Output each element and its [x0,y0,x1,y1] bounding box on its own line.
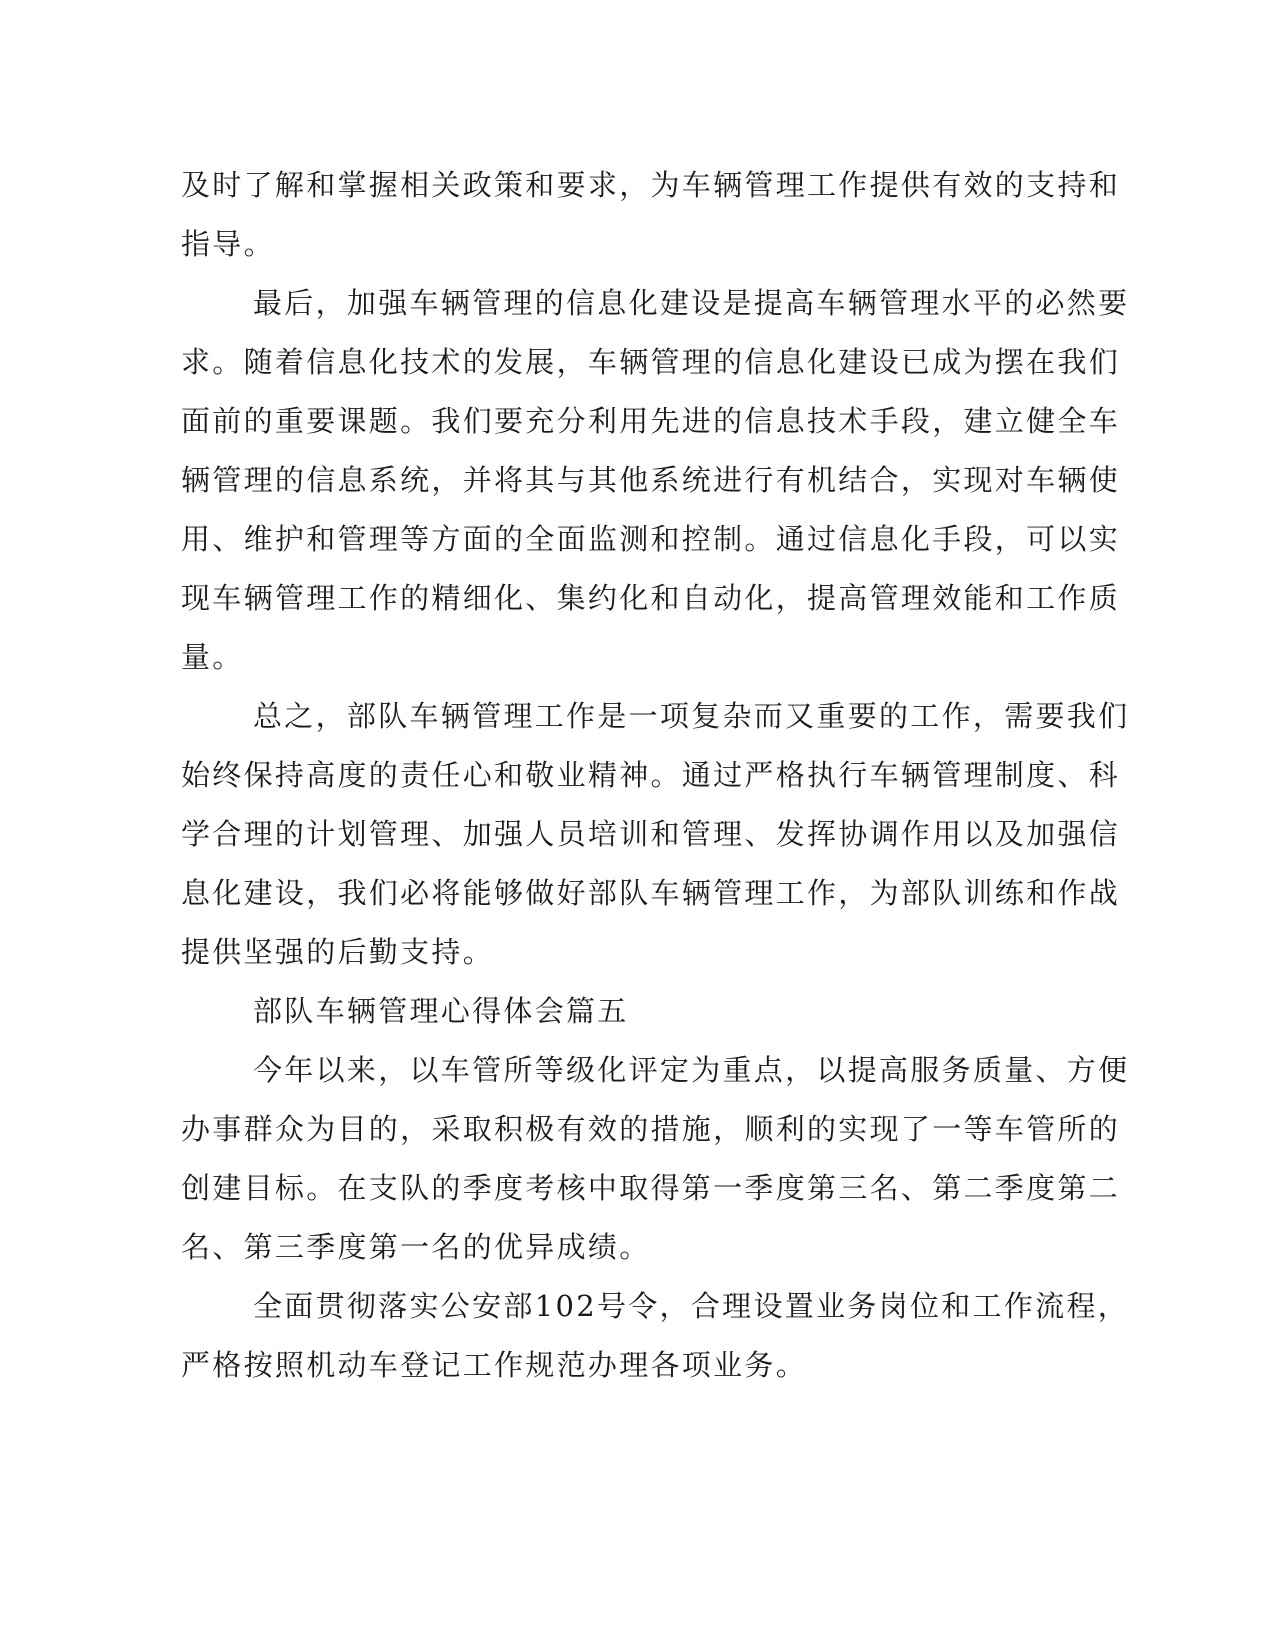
text-line: 严格按照机动车登记工作规范办理各项业务。 [181,1348,808,1382]
text-line: 量。 [181,640,244,674]
text-line: 用、维护和管理等方面的全面监测和控制。通过信息化手段，可以实 [181,522,1121,556]
text-line: 现车辆管理工作的精细化、集约化和自动化，提高管理效能和工作质 [181,581,1121,615]
text-line: 求。随着信息化技术的发展，车辆管理的信息化建设已成为摆在我们 [181,345,1121,379]
section-heading: 部队车辆管理心得体会篇五 [253,994,629,1028]
text-line: 提供坚强的后勤支持。 [181,935,495,969]
text-line: 面前的重要课题。我们要充分利用先进的信息技术手段，建立健全车 [181,404,1121,438]
text-line: 名、第三季度第一名的优异成绩。 [181,1230,651,1264]
paragraph-start-line: 全面贯彻落实公安部102号令，合理设置业务岗位和工作流程， [253,1289,1130,1323]
text-line: 始终保持高度的责任心和敬业精神。通过严格执行车辆管理制度、科 [181,758,1121,792]
text-line: 学合理的计划管理、加强人员培训和管理、发挥协调作用以及加强信 [181,817,1121,851]
paragraph-start-line: 最后，加强车辆管理的信息化建设是提高车辆管理水平的必然要 [253,286,1130,320]
text-line: 办事群众为目的，采取积极有效的措施，顺利的实现了一等车管所的 [181,1112,1121,1146]
document-body [181,156,1130,1395]
text-line: 指导。 [181,227,275,261]
paragraph-start-line: 今年以来，以车管所等级化评定为重点，以提高服务质量、方便 [253,1053,1130,1087]
text-line: 及时了解和掌握相关政策和要求，为车辆管理工作提供有效的支持和 [181,168,1121,202]
text-line: 息化建设，我们必将能够做好部队车辆管理工作，为部队训练和作战 [181,876,1121,910]
text-line: 创建目标。在支队的季度考核中取得第一季度第三名、第二季度第二 [181,1171,1121,1205]
text-line: 辆管理的信息系统，并将其与其他系统进行有机结合，实现对车辆使 [181,463,1121,497]
paragraph-start-line: 总之，部队车辆管理工作是一项复杂而又重要的工作，需要我们 [253,699,1130,733]
